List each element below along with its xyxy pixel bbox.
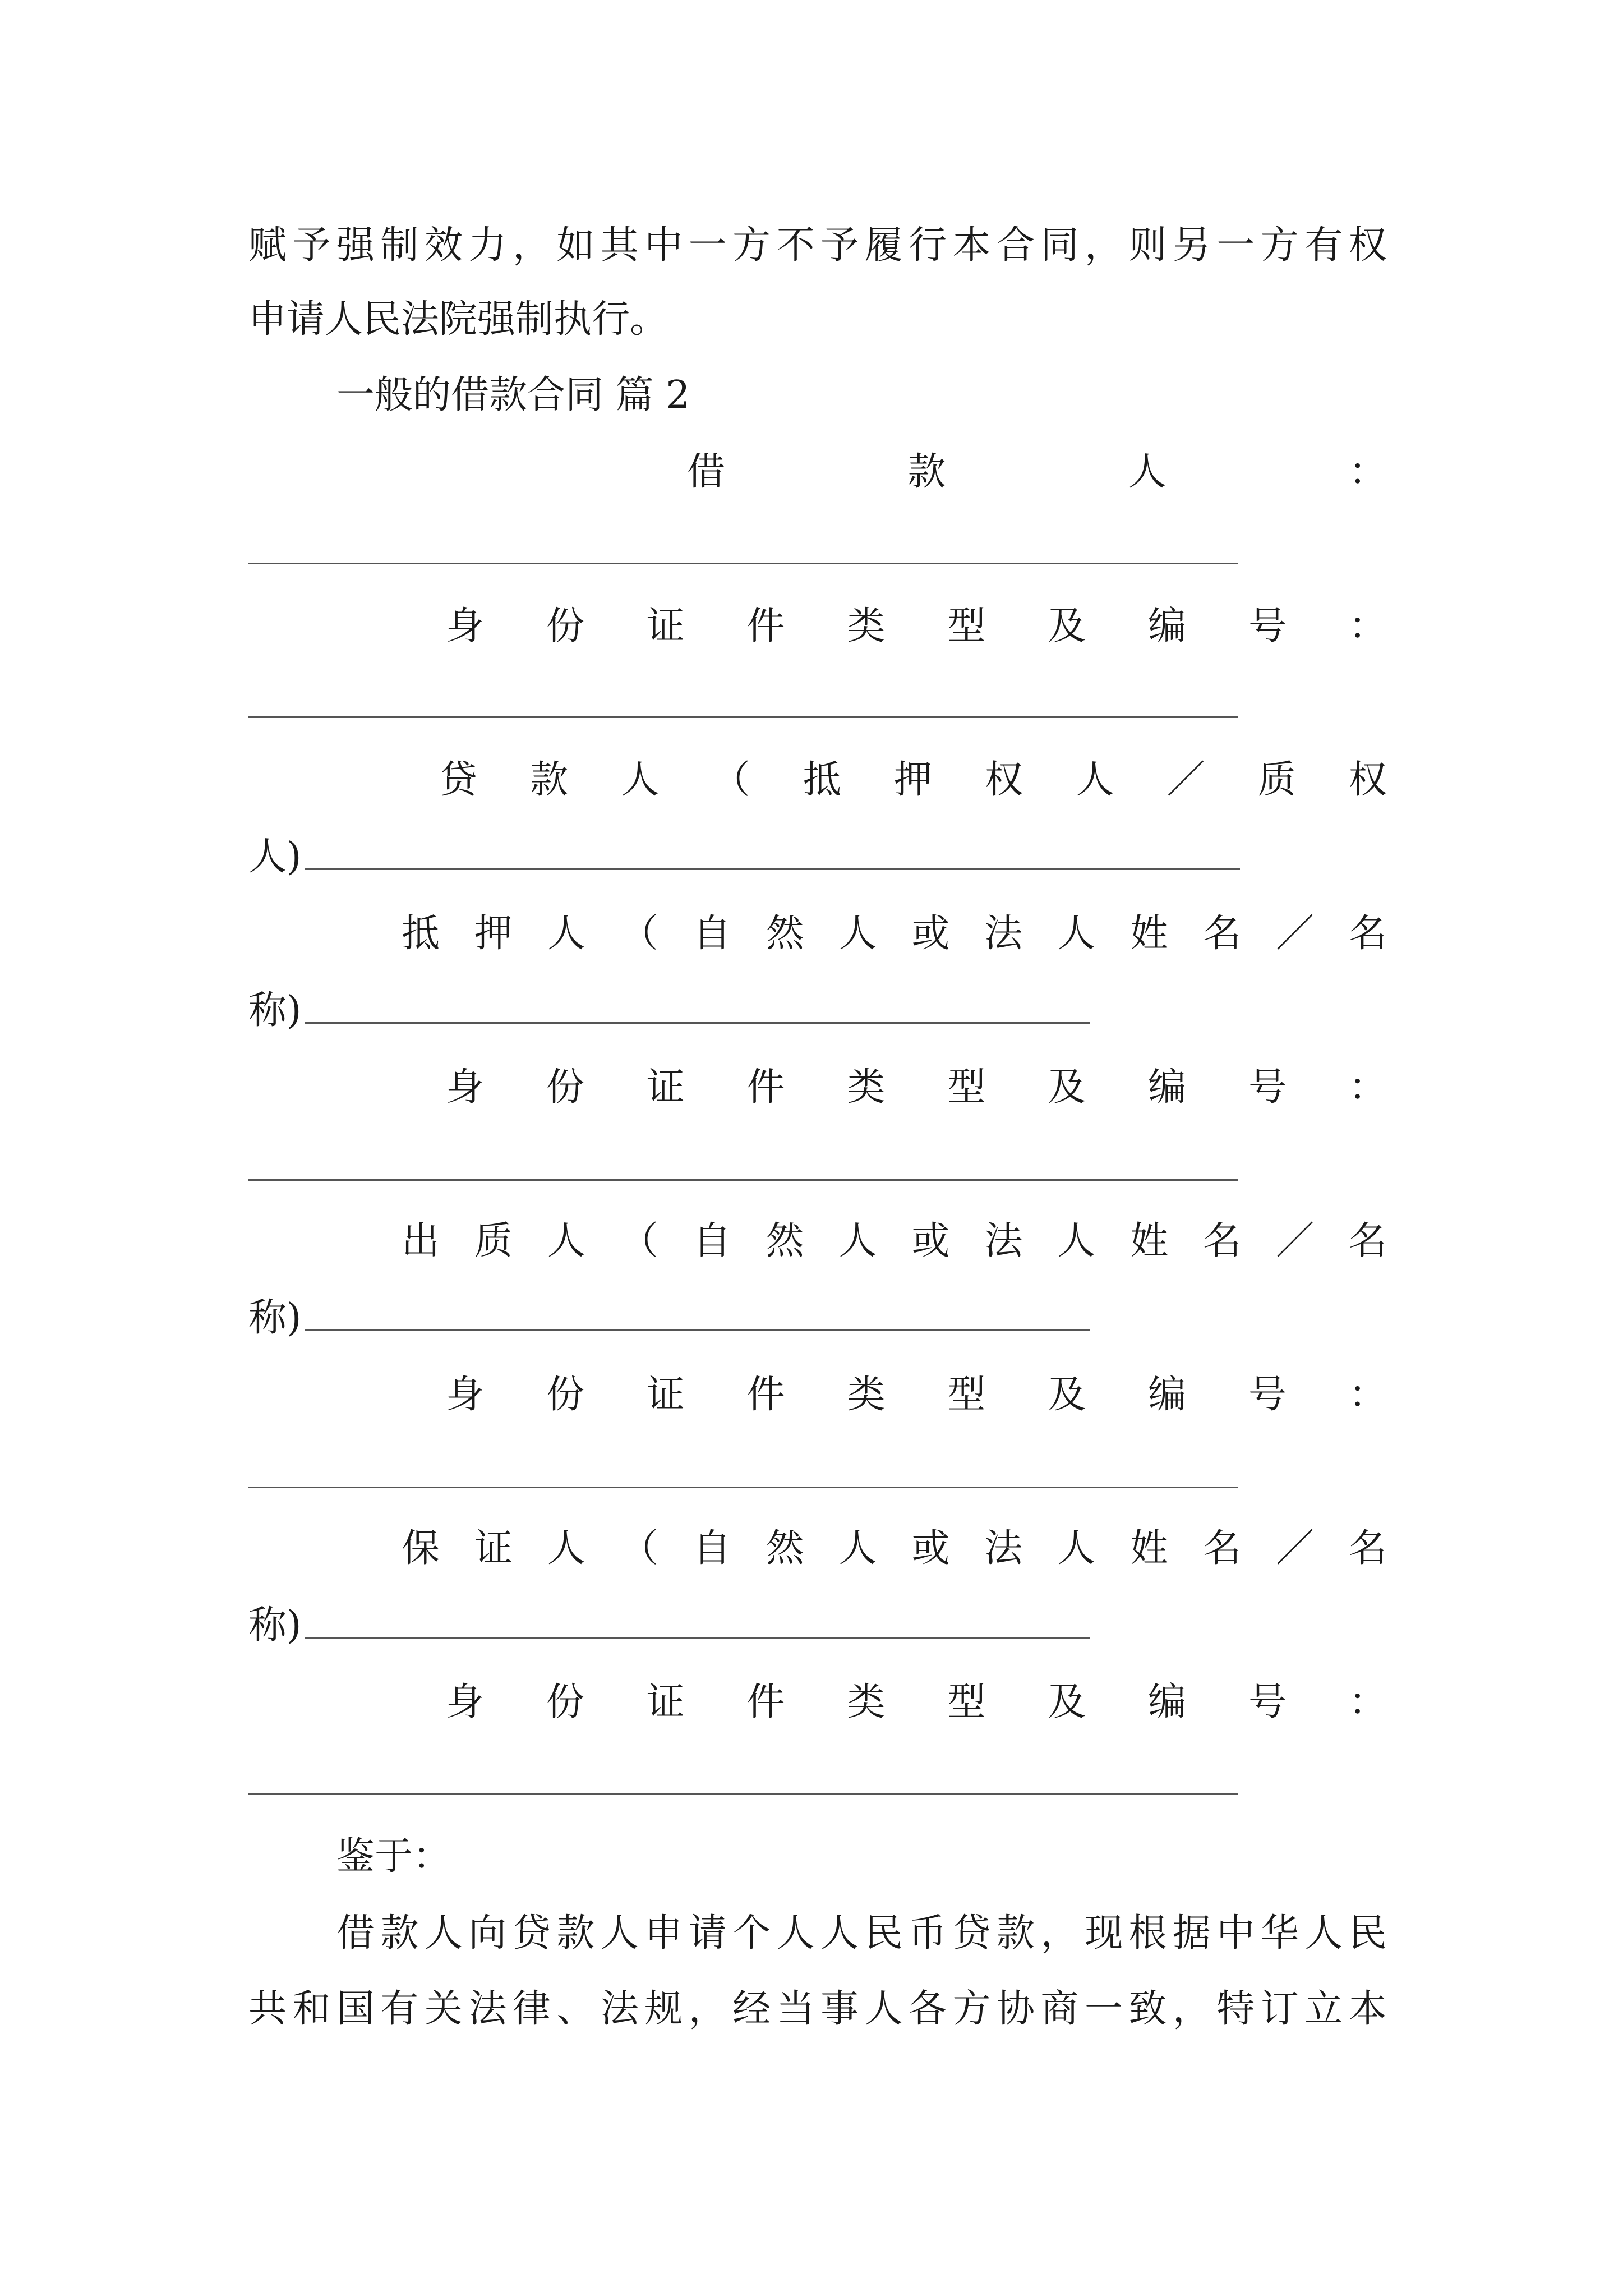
text-char: 协 xyxy=(996,1987,1035,2031)
text-char: 份 xyxy=(546,1680,584,1724)
guarantor-id-fill-line xyxy=(248,1793,1238,1795)
text-char: ／ xyxy=(1276,1219,1315,1263)
text-char: （ xyxy=(620,1219,658,1263)
text-char: 现 xyxy=(1084,1911,1123,1955)
text-char: 币 xyxy=(909,1911,947,1955)
text-char: 证 xyxy=(646,1680,685,1724)
text-char: 本 xyxy=(952,223,991,268)
pledgor-id-label xyxy=(446,1370,1387,1420)
text-char: 法 xyxy=(984,1219,1023,1263)
text-char: 效 xyxy=(424,223,463,268)
text-char: 款 xyxy=(997,1911,1035,1955)
text-char: 人 xyxy=(1057,912,1096,956)
text-char: 强 xyxy=(336,223,375,268)
borrower-fill-line xyxy=(248,563,1238,564)
text-char: 人 xyxy=(621,758,660,802)
text-char: 法 xyxy=(984,912,1023,956)
borrower-id-label xyxy=(446,601,1387,652)
text-char: 本 xyxy=(1348,1987,1387,2031)
text-char: 、 xyxy=(556,1987,595,2031)
text-char: 或 xyxy=(911,1219,950,1263)
text-char: 自 xyxy=(693,1219,731,1263)
text-char: 名 xyxy=(1348,912,1387,956)
text-char: 款 xyxy=(907,450,946,494)
text-char: 立 xyxy=(1304,1987,1343,2031)
text-char: ， xyxy=(1172,1987,1211,2031)
mortgagor-label-cont xyxy=(248,986,1387,1036)
text-char: 及 xyxy=(1048,1373,1086,1417)
text-char: 另 xyxy=(1172,223,1211,268)
text-char: ／ xyxy=(1276,912,1315,956)
text-char: 件 xyxy=(746,1065,785,1110)
text-char: ， xyxy=(1040,1911,1079,1955)
text-char: 身 xyxy=(446,604,485,648)
text-char: 人 xyxy=(838,912,877,956)
text-char: 编 xyxy=(1148,1680,1187,1724)
whereas-heading: 鉴于： xyxy=(336,1834,451,1879)
text-char: （ xyxy=(712,758,750,802)
text-char: 押 xyxy=(893,758,932,802)
text-char: 贷 xyxy=(952,1911,991,1955)
text-char: 权 xyxy=(985,758,1023,802)
text-char: 人 xyxy=(547,1219,585,1263)
text-char: ： xyxy=(1348,1680,1387,1724)
text-char: 制 xyxy=(380,223,419,268)
guarantor-label xyxy=(402,1524,1387,1574)
body-text-line xyxy=(248,1984,1387,2035)
text-char: 根 xyxy=(1128,1911,1167,1955)
text-char: 件 xyxy=(746,1680,785,1724)
text-char: 名 xyxy=(1203,1219,1242,1263)
lender-label-cont xyxy=(248,832,1387,882)
text-char: 出 xyxy=(402,1219,440,1263)
text-char: 证 xyxy=(646,604,685,648)
text-char: ， xyxy=(1084,223,1123,268)
text-char: 或 xyxy=(911,912,950,956)
text-char: 予 xyxy=(292,223,331,268)
text-char: ， xyxy=(688,1987,727,2031)
text-char: 姓 xyxy=(1130,1526,1169,1571)
text-char: 类 xyxy=(847,1373,886,1417)
text-char: 型 xyxy=(947,1065,986,1110)
text-char: 人 xyxy=(1057,1526,1096,1571)
text-char: 人 xyxy=(1128,450,1166,494)
text-char: 赋 xyxy=(248,223,287,268)
text-char: 人 xyxy=(776,1911,815,1955)
text-char: 法 xyxy=(468,1987,507,2031)
text-char: 一 xyxy=(1216,223,1255,268)
text-char: 型 xyxy=(947,1680,986,1724)
mortgagor-label-tail: 称) xyxy=(248,988,302,1033)
text-char: ／ xyxy=(1276,1526,1315,1571)
text-char: 不 xyxy=(776,223,815,268)
text-char: 民 xyxy=(864,1911,903,1955)
text-char: 押 xyxy=(474,912,513,956)
text-char: 号 xyxy=(1248,1373,1287,1417)
text-char: 如 xyxy=(556,223,595,268)
text-char: 抵 xyxy=(402,912,440,956)
text-char: 身 xyxy=(446,1373,485,1417)
text-char: 律 xyxy=(512,1987,551,2031)
text-char: 特 xyxy=(1216,1987,1255,2031)
text-char: 行 xyxy=(909,223,947,268)
text-char: 订 xyxy=(1260,1987,1299,2031)
text-char: 名 xyxy=(1348,1219,1387,1263)
text-char: 款 xyxy=(530,758,569,802)
text-char: 自 xyxy=(693,912,731,956)
mortgagor-label xyxy=(402,909,1387,959)
text-char: 经 xyxy=(732,1987,771,2031)
text-char: 类 xyxy=(847,1065,886,1110)
guarantor-id-label xyxy=(446,1677,1387,1728)
text-char: 借 xyxy=(336,1911,375,1955)
text-char: 份 xyxy=(546,1065,584,1110)
text-char: 质 xyxy=(1257,758,1296,802)
pledgor-label-tail: 称) xyxy=(248,1296,302,1340)
lender-fill-line xyxy=(305,868,1240,870)
text-char: 国 xyxy=(336,1987,375,2031)
text-char: 件 xyxy=(746,1373,785,1417)
text-char: 类 xyxy=(847,1680,886,1724)
mortgagor-id-label xyxy=(446,1062,1387,1113)
text-char: 华 xyxy=(1260,1911,1299,1955)
text-char: 中 xyxy=(1216,1911,1255,1955)
text-char: 质 xyxy=(474,1219,513,1263)
text-char: 证 xyxy=(474,1526,513,1571)
text-char: 各 xyxy=(909,1987,947,2031)
text-char: 权 xyxy=(1348,758,1387,802)
text-char: 编 xyxy=(1148,1373,1187,1417)
text-char: 关 xyxy=(424,1987,463,2031)
text-char: 人 xyxy=(1057,1219,1096,1263)
text-char: 人 xyxy=(600,1911,639,1955)
text-char: 有 xyxy=(1304,223,1343,268)
text-char: ， xyxy=(512,223,551,268)
text-char: 名 xyxy=(1203,1526,1242,1571)
text-char: 个 xyxy=(732,1911,771,1955)
text-char: 予 xyxy=(820,223,859,268)
section-heading: 一般的借款合同 篇 2 xyxy=(336,373,690,417)
pledgor-id-fill-line xyxy=(248,1487,1238,1488)
text-char: 及 xyxy=(1048,1065,1086,1110)
text-char: 商 xyxy=(1040,1987,1079,2031)
text-char: 同 xyxy=(1040,223,1079,268)
text-char: 证 xyxy=(646,1373,685,1417)
text-char: 人 xyxy=(1304,1911,1343,1955)
text-char: 有 xyxy=(380,1987,419,2031)
text-char: 名 xyxy=(1348,1526,1387,1571)
body-text-line xyxy=(248,220,1387,271)
text-char: 自 xyxy=(693,1526,731,1571)
text-char: 借 xyxy=(687,450,726,494)
text-char: 编 xyxy=(1148,1065,1187,1110)
text-char: 一 xyxy=(688,223,727,268)
text-char: 或 xyxy=(911,1526,950,1571)
text-char: 身 xyxy=(446,1065,485,1110)
text-char: 人 xyxy=(838,1219,877,1263)
text-char: 规 xyxy=(644,1987,683,2031)
text-char: 抵 xyxy=(803,758,841,802)
text-char: （ xyxy=(620,1526,658,1571)
guarantor-label-cont xyxy=(248,1600,1387,1651)
lender-label xyxy=(439,755,1387,806)
text-char: 申 xyxy=(644,1911,683,1955)
body-text-line xyxy=(336,1908,1387,1959)
text-char: 致 xyxy=(1128,1987,1167,2031)
text-char: 方 xyxy=(1260,223,1299,268)
text-char: 力 xyxy=(468,223,507,268)
text-char: 类 xyxy=(847,604,886,648)
text-char: ： xyxy=(1348,450,1387,494)
lender-label-tail: 人) xyxy=(248,835,302,879)
text-char: 人 xyxy=(1076,758,1114,802)
text-char: 当 xyxy=(776,1987,815,2031)
text-char: 号 xyxy=(1248,1680,1287,1724)
text-char: 贷 xyxy=(512,1911,551,1955)
text-char: 共 xyxy=(248,1987,287,2031)
text-char: 及 xyxy=(1048,604,1086,648)
mortgagor-id-fill-line xyxy=(248,1179,1238,1181)
text-char: ： xyxy=(1348,1065,1387,1110)
text-char: 名 xyxy=(1203,912,1242,956)
text-char: 号 xyxy=(1248,1065,1287,1110)
text-char: 然 xyxy=(766,1219,804,1263)
text-char: 保 xyxy=(402,1526,440,1571)
text-char: 合 xyxy=(996,223,1035,268)
text-char: 事 xyxy=(820,1987,859,2031)
text-char: 据 xyxy=(1172,1911,1211,1955)
text-char: 证 xyxy=(646,1065,685,1110)
text-char: 一 xyxy=(1084,1987,1123,2031)
text-char: 履 xyxy=(864,223,903,268)
text-char: 及 xyxy=(1048,1680,1086,1724)
text-char: 件 xyxy=(746,604,785,648)
text-char: 人 xyxy=(547,912,585,956)
text-char: 方 xyxy=(732,223,771,268)
text-char: 法 xyxy=(984,1526,1023,1571)
pledgor-label-cont xyxy=(248,1293,1387,1343)
text-char: 人 xyxy=(547,1526,585,1571)
text-char: 编 xyxy=(1148,604,1187,648)
text-char: 号 xyxy=(1248,604,1287,648)
text-char: 方 xyxy=(952,1987,991,2031)
text-char: 贷 xyxy=(439,758,478,802)
text-char: 法 xyxy=(600,1987,639,2031)
text-char: 然 xyxy=(766,912,804,956)
text-char: 权 xyxy=(1348,223,1387,268)
text-char: 中 xyxy=(644,223,683,268)
text-char: 向 xyxy=(468,1911,507,1955)
text-char: （ xyxy=(620,912,658,956)
text-char: 然 xyxy=(766,1526,804,1571)
pledgor-label xyxy=(402,1216,1387,1267)
text-char: ／ xyxy=(1166,758,1205,802)
text-char: 人 xyxy=(424,1911,463,1955)
text-char: 则 xyxy=(1128,223,1167,268)
text-char: 人 xyxy=(838,1526,877,1571)
text-char: 请 xyxy=(688,1911,727,1955)
body-text-line: 申请人民法院强制执行。 xyxy=(248,297,668,342)
text-char: 人 xyxy=(820,1911,859,1955)
guarantor-fill-line xyxy=(305,1637,1090,1639)
mortgagor-fill-line xyxy=(305,1022,1090,1024)
borrower-label xyxy=(687,447,1387,498)
text-char: 人 xyxy=(864,1987,903,2031)
text-char: ： xyxy=(1348,604,1387,648)
text-char: ： xyxy=(1348,1373,1387,1417)
text-char: 和 xyxy=(292,1987,331,2031)
text-char: 身 xyxy=(446,1680,485,1724)
text-char: 款 xyxy=(380,1911,419,1955)
text-char: 其 xyxy=(600,223,639,268)
text-char: 型 xyxy=(947,604,986,648)
text-char: 份 xyxy=(546,604,584,648)
text-char: 民 xyxy=(1348,1911,1387,1955)
text-char: 姓 xyxy=(1130,912,1169,956)
pledgor-fill-line xyxy=(305,1329,1090,1331)
text-char: 款 xyxy=(556,1911,595,1955)
text-char: 份 xyxy=(546,1373,584,1417)
borrower-id-fill-line xyxy=(248,716,1238,718)
text-char: 姓 xyxy=(1130,1219,1169,1263)
guarantor-label-tail: 称) xyxy=(248,1603,302,1648)
text-char: 型 xyxy=(947,1373,986,1417)
